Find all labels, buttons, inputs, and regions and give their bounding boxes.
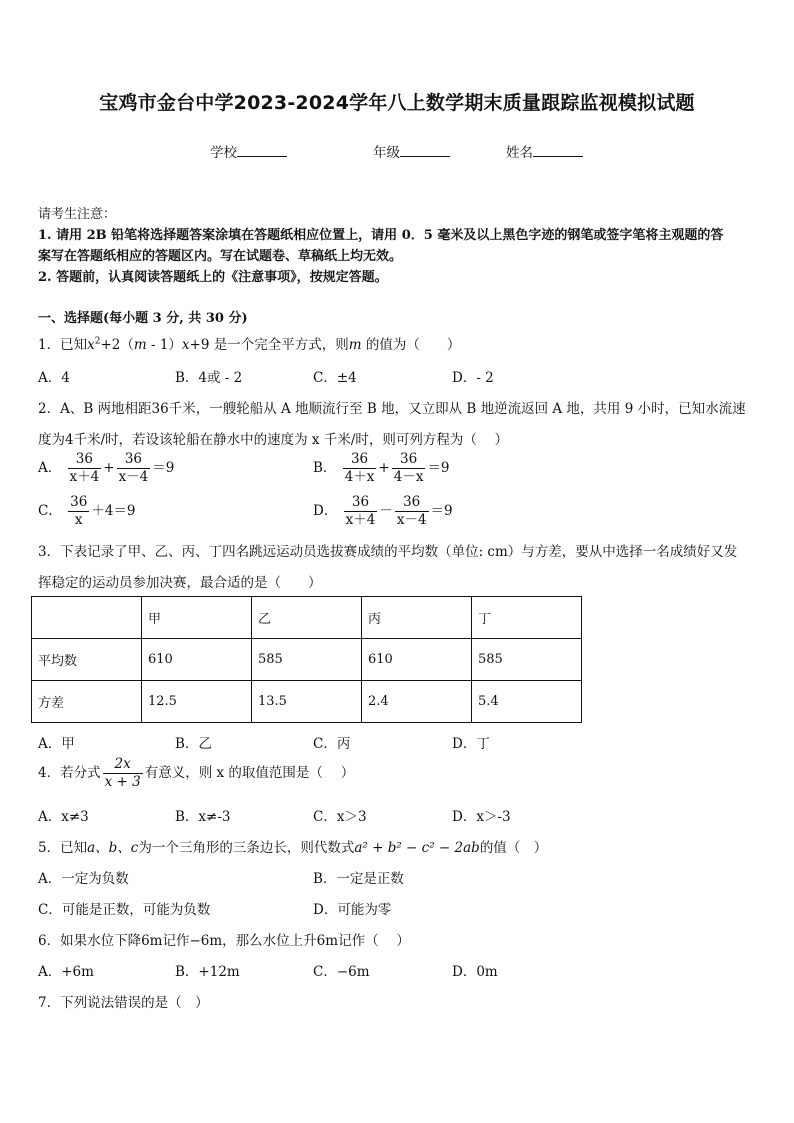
table-cell: 乙 (252, 597, 362, 639)
q4-suffix: 有意义，则 x 的取值范围是（ ） (144, 765, 355, 781)
q2-option-b (313, 451, 450, 486)
q1-var-m2: m (348, 337, 362, 353)
table-row (32, 681, 582, 723)
q1-option-a: A．4 (38, 370, 70, 386)
q3-table (31, 596, 582, 723)
table-cell: 2.4 (362, 681, 472, 723)
grade-field (373, 141, 450, 161)
q2-a-den-1: x＋4 (69, 469, 100, 485)
q3-option-c: C．丙 (313, 736, 351, 752)
q3-option-b: B．乙 (175, 736, 212, 752)
q3-option-d: D．丁 (452, 736, 490, 752)
table-cell: 丙 (362, 597, 472, 639)
q2-a-num-1: 36 (68, 451, 102, 469)
q2-d-frac-2 (395, 494, 429, 529)
q5-vars: a、b、c (87, 840, 139, 856)
q2-a-eq: ＝9 (152, 460, 175, 476)
q2-a-frac-1 (68, 451, 102, 486)
q2-d-label: D． (313, 503, 338, 519)
q2-c-den: x (74, 512, 83, 528)
notice-item-1-line-2: 案写在答题纸相应的答题区内。写在试题卷、草稿纸上均无效。 (38, 249, 403, 264)
q6-option-b: B．+12m (175, 964, 240, 980)
q1-tail: +9 是一个完全平方式，则 (189, 337, 349, 353)
q2-a-den-2: x－4 (118, 469, 149, 485)
q2-b-num-1: 36 (343, 451, 377, 469)
q2-b-den-1: 4＋x (344, 469, 375, 485)
q2-c-num: 36 (70, 494, 88, 510)
table-cell: 610 (362, 639, 472, 681)
q4-option-b: B．x≠-3 (175, 809, 231, 825)
table-row (32, 639, 582, 681)
table-cell: 平均数 (32, 639, 142, 681)
question-7: 7．下列说法错误的是（ ） (38, 995, 209, 1011)
q2-b-eq: ＝9 (427, 460, 450, 476)
table-cell: 5.4 (472, 681, 582, 723)
q2-b-frac-1 (343, 451, 377, 486)
q1-exponent: 2 (94, 336, 101, 347)
q2-d-den-1: x＋4 (345, 512, 376, 528)
q1-mid: +2（ (100, 337, 134, 353)
name-field (506, 141, 583, 161)
q5-expression: a² + b² − c² − 2ab (354, 840, 480, 856)
q2-d-op: － (379, 503, 393, 519)
q5-text-3: 的值（ ） (479, 840, 548, 856)
school-label: 学校 (210, 145, 237, 161)
grade-blank (400, 144, 450, 157)
q2-d-eq: ＝9 (430, 503, 453, 519)
q2-c-label: C． (38, 503, 62, 519)
q2-d-num-2: 36 (395, 494, 429, 512)
question-1 (38, 333, 460, 353)
q6-option-d: D．0m (452, 964, 498, 980)
q3-line-1: 3．下表记录了甲、乙、丙、丁四名跳远运动员选拔赛成绩的平均数（单位: cm）与方差，要从中选择一名成绩好又发 (38, 544, 738, 560)
notice-item-1-line-1: 1. 请用 2B 铅笔将选择题答案涂填在答题纸相应位置上，请用 0．5 毫米及以上黑色字迹的钢笔或签字笔将主观题的答 (38, 228, 724, 243)
q4-fraction (103, 756, 143, 791)
q1-option-c: C．±4 (313, 370, 357, 386)
q4-prefix: 4．若分式 (38, 765, 101, 781)
page-title: 宝鸡市金台中学2023-2024学年八上数学期末质量跟踪监视模拟试题 (99, 92, 695, 114)
table-cell: 方差 (32, 681, 142, 723)
q2-option-a (38, 451, 174, 486)
q6-option-a: A．+6m (38, 964, 94, 980)
q2-line-2: 度为4千米/时，若设该轮船在静水中的速度为 x 千米/时，则可列方程为（ ） (38, 432, 509, 448)
q5-option-b: B．一定是正数 (313, 871, 404, 887)
q2-d-num-1: 36 (344, 494, 378, 512)
school-blank (237, 144, 287, 157)
q2-line-1: 2．A、B 两地相距36千米，一艘轮船从 A 地顺流行至 B 地，又立即从 B 地逆流返回 A 地，共用 9 小时，已知水流速 (38, 401, 746, 417)
q4-denominator: x + 3 (104, 774, 141, 790)
question-6: 6．如果水位下降6m记作−6m，那么水位上升6m记作（ ） (38, 933, 410, 949)
q1-option-d: D．- 2 (452, 370, 494, 386)
table-cell: 13.5 (252, 681, 362, 723)
q2-b-frac-2 (392, 451, 426, 486)
q2-c-eq: ＋4＝9 (91, 503, 136, 519)
q2-a-label: A． (38, 460, 62, 476)
table-cell: 585 (472, 639, 582, 681)
q1-var-m: m (133, 337, 147, 353)
q5-text-1: 5．已知 (38, 840, 88, 856)
q3-option-a: A．甲 (38, 736, 75, 752)
q5-text-2: 为一个三角形的三条边长，则代数式 (138, 840, 355, 856)
name-blank (533, 144, 583, 157)
q2-a-frac-2 (117, 451, 151, 486)
q3-line-2: 挥稳定的运动员参加决赛，最合适的是（ ） (38, 575, 322, 591)
q2-b-op: + (378, 460, 390, 476)
question-5 (38, 836, 547, 856)
q4-option-d: D．x＞-3 (452, 809, 511, 825)
q5-option-c: C．可能是正数，可能为负数 (38, 902, 211, 918)
q1-var-x2: x (181, 337, 190, 353)
table-cell (32, 597, 142, 639)
q2-option-c (38, 494, 136, 529)
q2-option-d (313, 494, 453, 529)
q5-option-a: A．一定为负数 (38, 871, 129, 887)
q1-mid2: - 1） (146, 337, 182, 353)
q2-a-op: + (103, 460, 115, 476)
table-cell: 甲 (142, 597, 252, 639)
table-cell: 12.5 (142, 681, 252, 723)
school-field (210, 141, 287, 161)
question-4 (38, 756, 354, 791)
section-heading: 一、选择题(每小题 3 分, 共 30 分) (38, 311, 248, 326)
q1-prefix: 1．已知 (38, 337, 88, 353)
q2-c-frac (68, 494, 89, 529)
q1-var-x: x (87, 337, 95, 353)
q5-option-d: D．可能为零 (313, 902, 392, 918)
q2-b-label: B． (313, 460, 337, 476)
q1-option-b: B．4或 - 2 (175, 370, 243, 386)
name-label: 姓名 (506, 145, 533, 161)
q1-end: 的值为（ ） (361, 337, 461, 353)
table-cell: 丁 (472, 597, 582, 639)
q2-d-frac-1 (344, 494, 378, 529)
q6-option-c: C．−6m (313, 964, 370, 980)
table-cell: 585 (252, 639, 362, 681)
grade-label: 年级 (373, 145, 400, 161)
table-header-row (32, 597, 582, 639)
q2-d-den-2: x－4 (396, 512, 427, 528)
notice-heading: 请考生注意： (38, 207, 117, 222)
q4-numerator: 2x (103, 756, 143, 774)
table-cell: 610 (142, 639, 252, 681)
notice-item-2: 2. 答题前，认真阅读答题纸上的《注意事项》，按规定答题。 (38, 270, 388, 285)
q2-b-den-2: 4－x (393, 469, 424, 485)
q4-option-c: C．x＞3 (313, 809, 367, 825)
q4-option-a: A．x≠3 (38, 809, 89, 825)
q2-b-num-2: 36 (392, 451, 426, 469)
q2-a-num-2: 36 (117, 451, 151, 469)
